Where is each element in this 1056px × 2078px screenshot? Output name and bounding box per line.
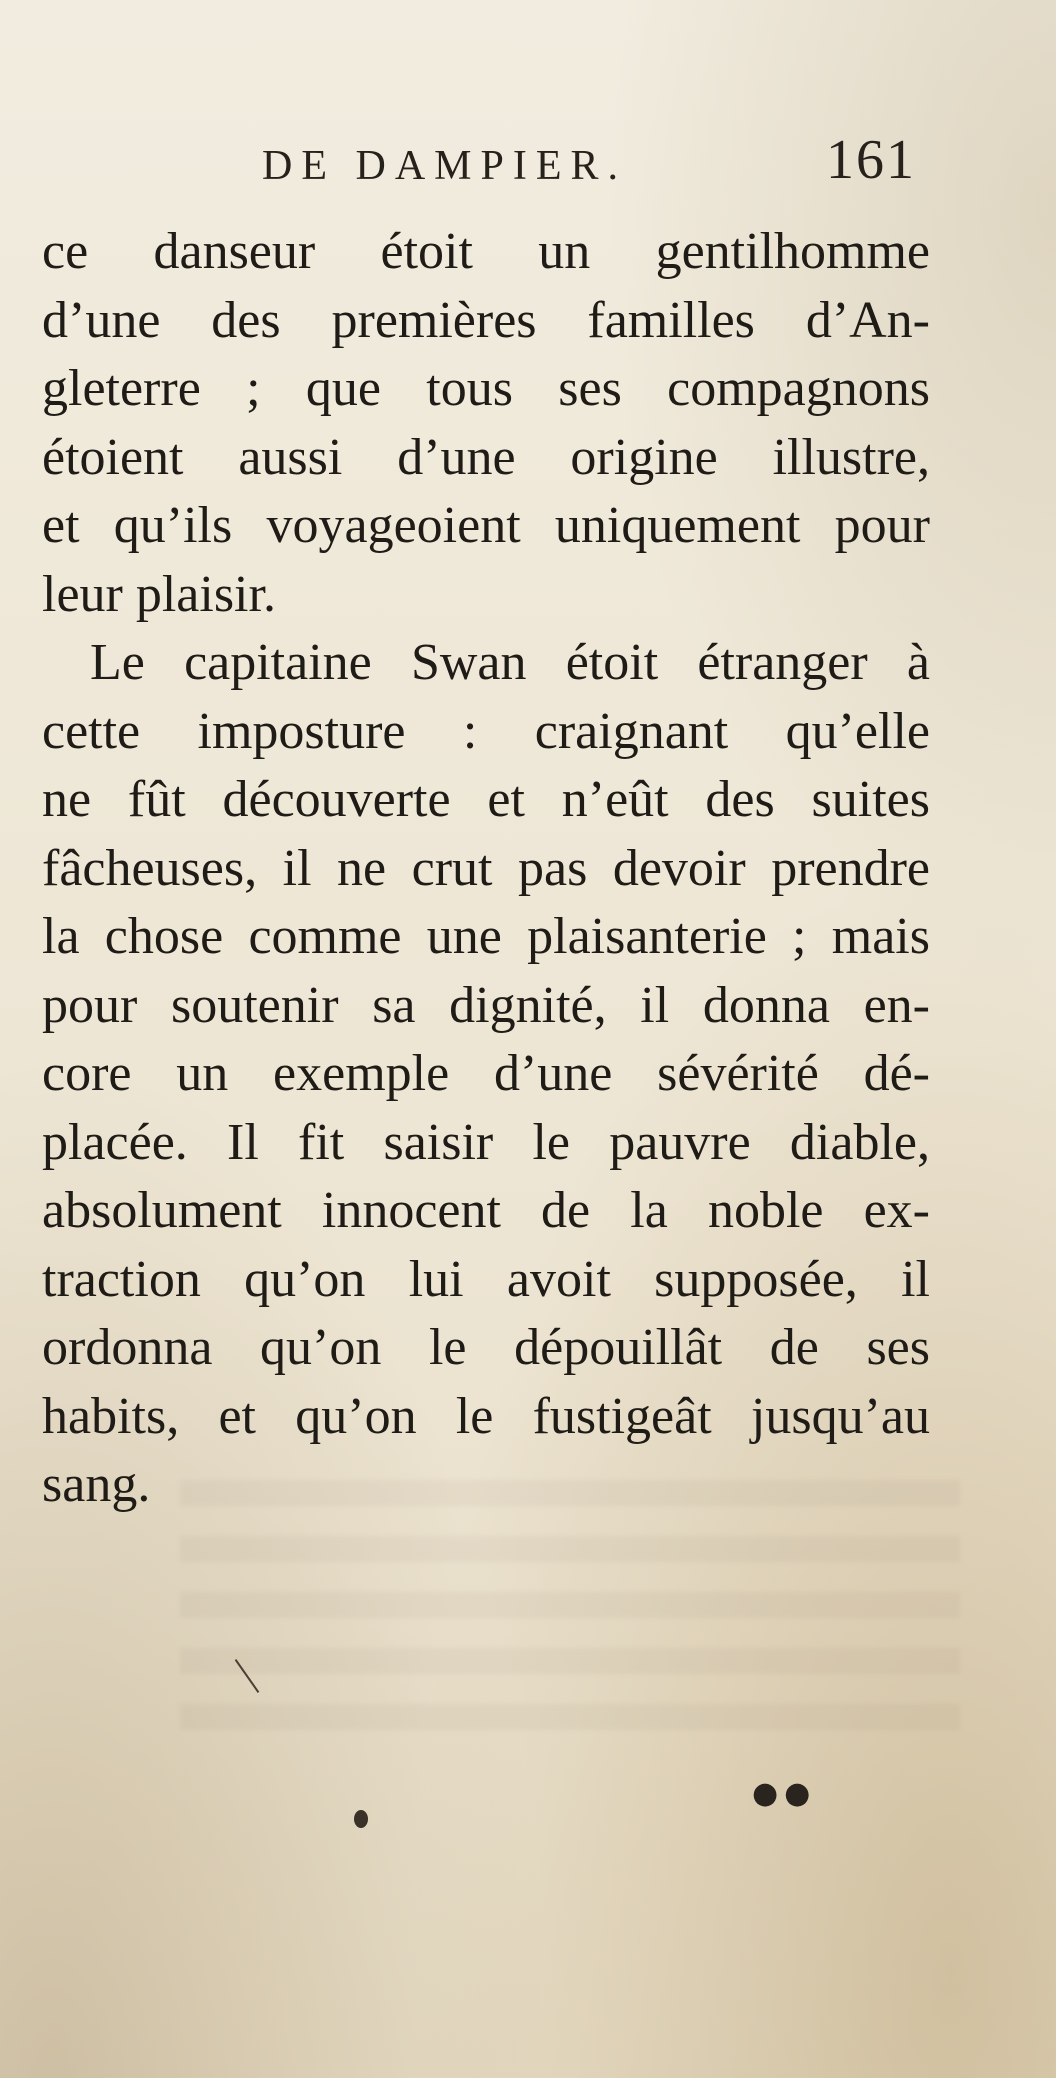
text-line: pour soutenir sa dignité, il donna en-: [42, 976, 930, 1034]
text-line: ce danseur étoit un gentilhomme: [42, 223, 930, 280]
text-line: cette imposture : craignant qu’elle: [42, 702, 930, 760]
running-head: DE DAMPIER.: [262, 143, 628, 189]
text-line: la chose comme une plaisanterie ; mais: [42, 908, 930, 965]
text-line: ne fût découverte et n’eût des suites: [42, 771, 930, 828]
text-line: Le capitaine Swan étoit étranger à: [90, 634, 930, 691]
text-line: gleterre ; que tous ses compagnons: [42, 360, 930, 417]
text-line: ordonna qu’on le dépouillât de ses: [42, 1319, 930, 1376]
ink-dots-mark: ●●: [752, 1776, 817, 1811]
text-line: et qu’ils voyageoient uniquement pour: [42, 497, 930, 554]
text-line: habits, et qu’on le fustigeât jusqu’au: [42, 1387, 930, 1445]
page-number: 161: [826, 129, 916, 191]
text-line: placée. Il fit saisir le pauvre diable,: [42, 1113, 930, 1171]
text-line: étoient aussi d’une origine illustre,: [42, 428, 930, 486]
text-line: d’une des premières familles d’An-: [42, 291, 930, 349]
text-line: core un exemple d’une sévérité dé-: [42, 1045, 930, 1102]
body-text: [42, 218, 930, 1520]
text-line: absolument innocent de la noble ex-: [42, 1182, 930, 1239]
text-line: leur plaisir.: [42, 565, 276, 623]
text-line: fâcheuses, il ne crut pas devoir prendre: [42, 839, 930, 897]
text-line: sang.: [42, 1456, 151, 1513]
ink-blot-mark: [354, 1810, 368, 1828]
text-line: traction qu’on lui avoit supposée, il: [42, 1250, 930, 1308]
